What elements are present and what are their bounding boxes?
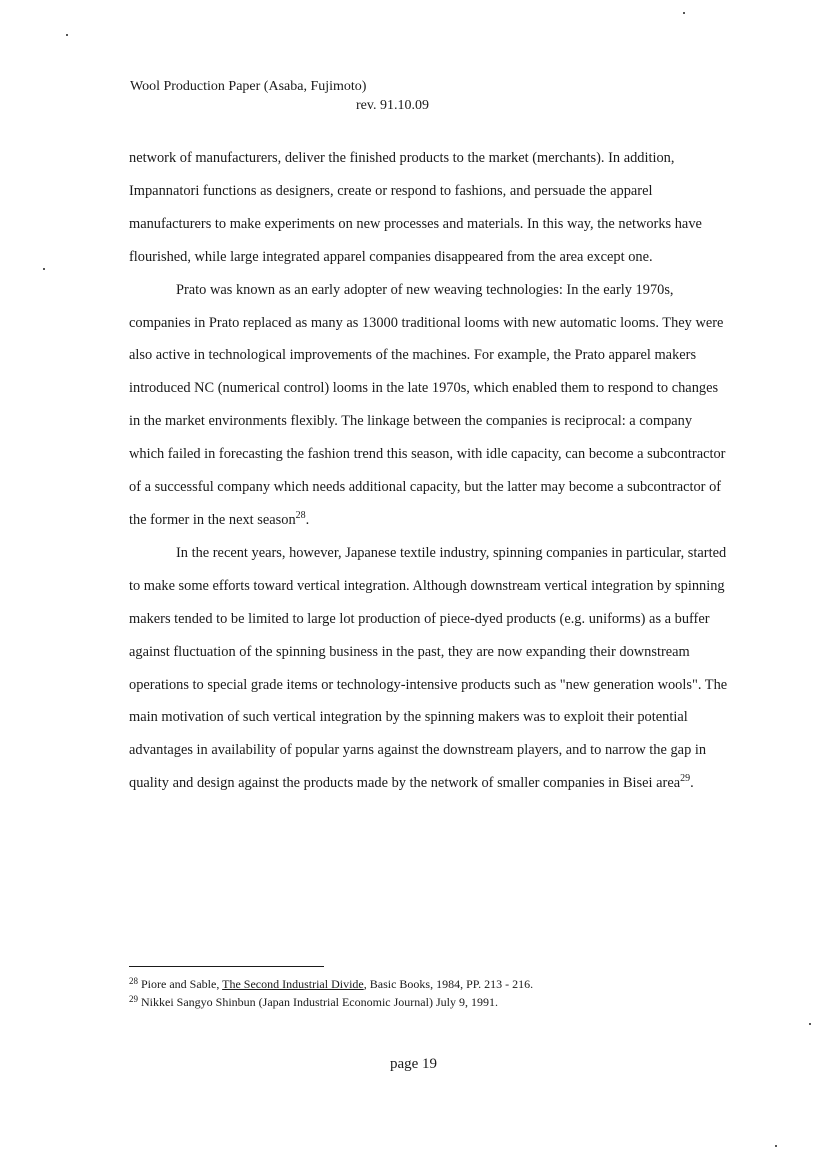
footnote-text: Nikkei Sangyo Shinbun (Japan Industrial Economic Journal) July 9, 1991.	[141, 995, 498, 1009]
scan-speck	[809, 1023, 811, 1025]
footnote-ref-28[interactable]: 28	[295, 509, 306, 521]
footnotes	[129, 975, 729, 1011]
body-text	[129, 142, 729, 800]
revision-date: rev. 91.10.09	[356, 98, 429, 113]
footnote-text: Piore and Sable,	[141, 977, 223, 991]
scan-speck	[66, 34, 68, 36]
paragraph-text: Prato was known as an early adopter of new weaving technologies: In the early 1970s, companies in Prato replaced as many as 13000 traditional looms with new automatic looms. They were also active in technological improvements of the machines. For example, the Prato apparel makers introduced NC (numerical control) looms in the late 1970s, which enabled them to respond to changes in the market environments flexibly. The linkage between the companies is reciprocal: a company which failed in forecasting the fashion trend this season, with idle capacity, can become a subcontractor of a successful company which needs additional capacity, but the latter may become a subcontractor of the former in the next season	[129, 281, 726, 528]
footnote-divider	[129, 966, 324, 967]
footnote-number: 28	[129, 976, 138, 986]
paragraph-tail: .	[690, 775, 694, 792]
paragraph-2	[129, 274, 729, 537]
paragraph-tail: .	[305, 511, 310, 528]
paragraph-text: network of manufacturers, deliver the finished products to the market (merchants). In addition, Impannatori functions as designers, create or respond to fashions, and persuade the apparel manufacturers to make experiments on new processes and materials. In this way, the networks have flourished, while large integrated apparel companies disappeared from the area except one.	[129, 150, 702, 265]
document-title: Wool Production Paper (Asaba, Fujimoto)	[130, 79, 367, 94]
paragraph-text: In the recent years, however, Japanese textile industry, spinning companies in particular, started to make some efforts toward vertical integration. Although downstream vertical integration by spinning makers tended to be limited to large lot production of piece-dyed products (e.g. uniforms) as a buffer against fluctuation of the spinning business in the past, they are now expanding their downstream operations to special grade items or technology-intensive products such as "new generation wools". The main motivation of such vertical integration by the spinning makers was to exploit their potential advantages in availability of popular yarns against the downstream players, and to narrow the gap in quality and design against the products made by the network of smaller companies in Bisei area	[129, 544, 728, 792]
footnote-28	[129, 975, 729, 993]
scan-speck	[43, 268, 45, 270]
footnote-text: , Basic Books, 1984, PP. 213 - 216.	[363, 977, 534, 991]
scan-speck	[683, 12, 685, 14]
scan-speck	[775, 1145, 777, 1147]
page-number: page 19	[389, 1056, 438, 1072]
footnote-number: 29	[129, 994, 138, 1004]
book-title: The Second Industrial Divide	[222, 977, 364, 991]
paragraph-1	[129, 142, 729, 274]
footnote-29	[129, 993, 729, 1011]
footnote-ref-29[interactable]: 29	[680, 773, 691, 785]
paragraph-3	[129, 537, 729, 800]
page-header	[130, 77, 429, 115]
